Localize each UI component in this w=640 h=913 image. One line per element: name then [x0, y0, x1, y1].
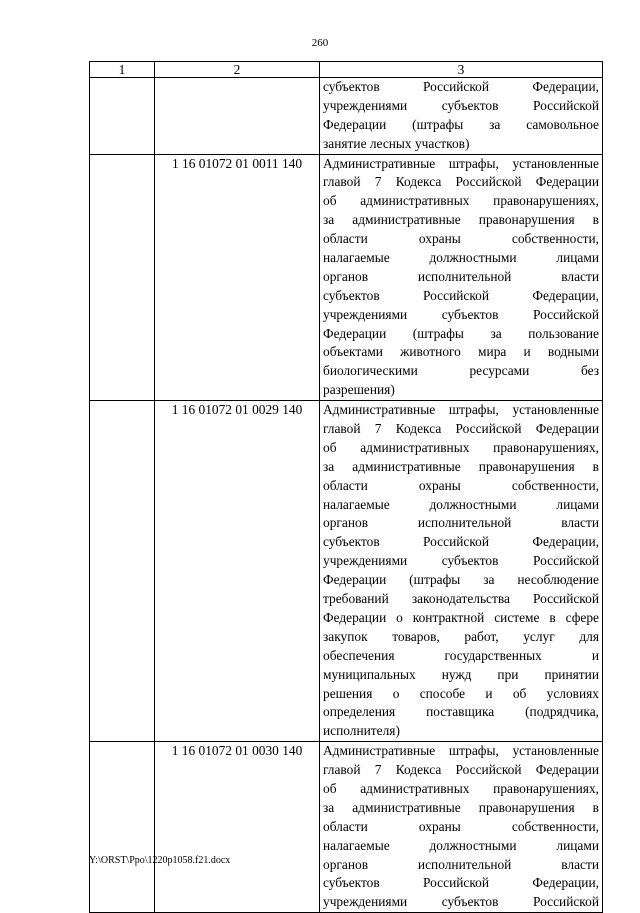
description-line: об административных правонарушениях,	[323, 439, 599, 455]
description-line: органов исполнительной власти	[323, 268, 599, 284]
cell-description	[320, 401, 603, 742]
description-line: Административные штрафы, установленные	[323, 743, 599, 759]
description-line: Федерации (штрафы за самовольное	[323, 116, 599, 132]
description-line: Федерации (штрафы за пользование	[323, 325, 599, 341]
description-line: области охраны собственности,	[323, 818, 599, 834]
description-line: субъектов Российской Федерации,	[323, 79, 599, 94]
description-line: учреждениями субъектов Российской	[323, 306, 599, 322]
description-line: главой 7 Кодекса Российской Федерации	[323, 174, 599, 190]
description-line: налагаемые должностными лицами	[323, 250, 599, 266]
description-line: об административных правонарушениях,	[323, 780, 599, 796]
table-row	[90, 154, 603, 401]
cell-description	[320, 154, 603, 401]
description-line: за административные правонарушения в	[323, 212, 599, 228]
description-line: учреждениями субъектов Российской	[323, 894, 599, 910]
column-header-1: 1	[90, 62, 155, 78]
description-line: об административных правонарушениях,	[323, 193, 599, 209]
table-row	[90, 401, 603, 742]
file-path-footer: Y:\ORST\Ppo\1220p1058.f21.docx	[89, 855, 231, 866]
description-line: учреждениями субъектов Российской	[323, 553, 599, 569]
description-line: налагаемые должностными лицами	[323, 837, 599, 853]
cell-number	[90, 78, 155, 155]
description-line: обеспечения государственных и	[323, 647, 599, 663]
description-line: Федерации (штрафы за несоблюдение	[323, 572, 599, 588]
column-header-2: 2	[155, 62, 320, 78]
description-line: главой 7 Кодекса Российской Федерации	[323, 762, 599, 778]
column-header-3: 3	[320, 62, 603, 78]
table-row	[90, 78, 603, 155]
description-line: налагаемые должностными лицами	[323, 496, 599, 512]
description-line: субъектов Российской Федерации,	[323, 287, 599, 303]
description-line: исполнителя)	[323, 723, 400, 739]
cell-description	[320, 742, 603, 913]
description-line: муниципальных нужд при принятии	[323, 666, 599, 682]
description-line: занятие лесных участков)	[323, 135, 470, 151]
description-line: органов исполнительной власти	[323, 856, 599, 872]
cell-budget-code: 1 16 01072 01 0011 140	[155, 154, 320, 401]
description-line: субъектов Российской Федерации,	[323, 875, 599, 891]
table-body	[90, 78, 603, 913]
description-line: главой 7 Кодекса Российской Федерации	[323, 421, 599, 437]
cell-budget-code: 1 16 01072 01 0030 140	[155, 742, 320, 913]
description-line: субъектов Российской Федерации,	[323, 534, 599, 550]
description-line: за административные правонарушения в	[323, 458, 599, 474]
description-line: учреждениями субъектов Российской	[323, 97, 599, 113]
cell-description	[320, 78, 603, 155]
description-line: области охраны собственности,	[323, 231, 599, 247]
cell-budget-code: 1 16 01072 01 0029 140	[155, 401, 320, 742]
description-line: разрешения)	[323, 382, 395, 398]
description-line: за административные правонарушения в	[323, 799, 599, 815]
description-line: Федерации о контрактной системе в сфере	[323, 609, 599, 625]
description-line: Административные штрафы, установленные	[323, 402, 599, 418]
description-line: определения поставщика (подрядчика,	[323, 704, 599, 720]
description-line: Административные штрафы, установленные	[323, 155, 599, 171]
budget-codes-table	[89, 61, 603, 913]
cell-number	[90, 154, 155, 401]
table-header-row	[90, 62, 603, 78]
description-line: области охраны собственности,	[323, 477, 599, 493]
cell-number	[90, 742, 155, 913]
page-number: 260	[311, 37, 329, 49]
cell-budget-code	[155, 78, 320, 155]
description-line: решения о способе и об условиях	[323, 685, 599, 701]
description-line: органов исполнительной власти	[323, 515, 599, 531]
cell-number	[90, 401, 155, 742]
description-line: биологическими ресурсами без	[323, 363, 599, 379]
description-line: закупок товаров, работ, услуг для	[323, 628, 599, 644]
table-row	[90, 742, 603, 913]
description-line: объектами животного мира и водными	[323, 344, 599, 360]
description-line: требований законодательства Российской	[323, 591, 599, 607]
